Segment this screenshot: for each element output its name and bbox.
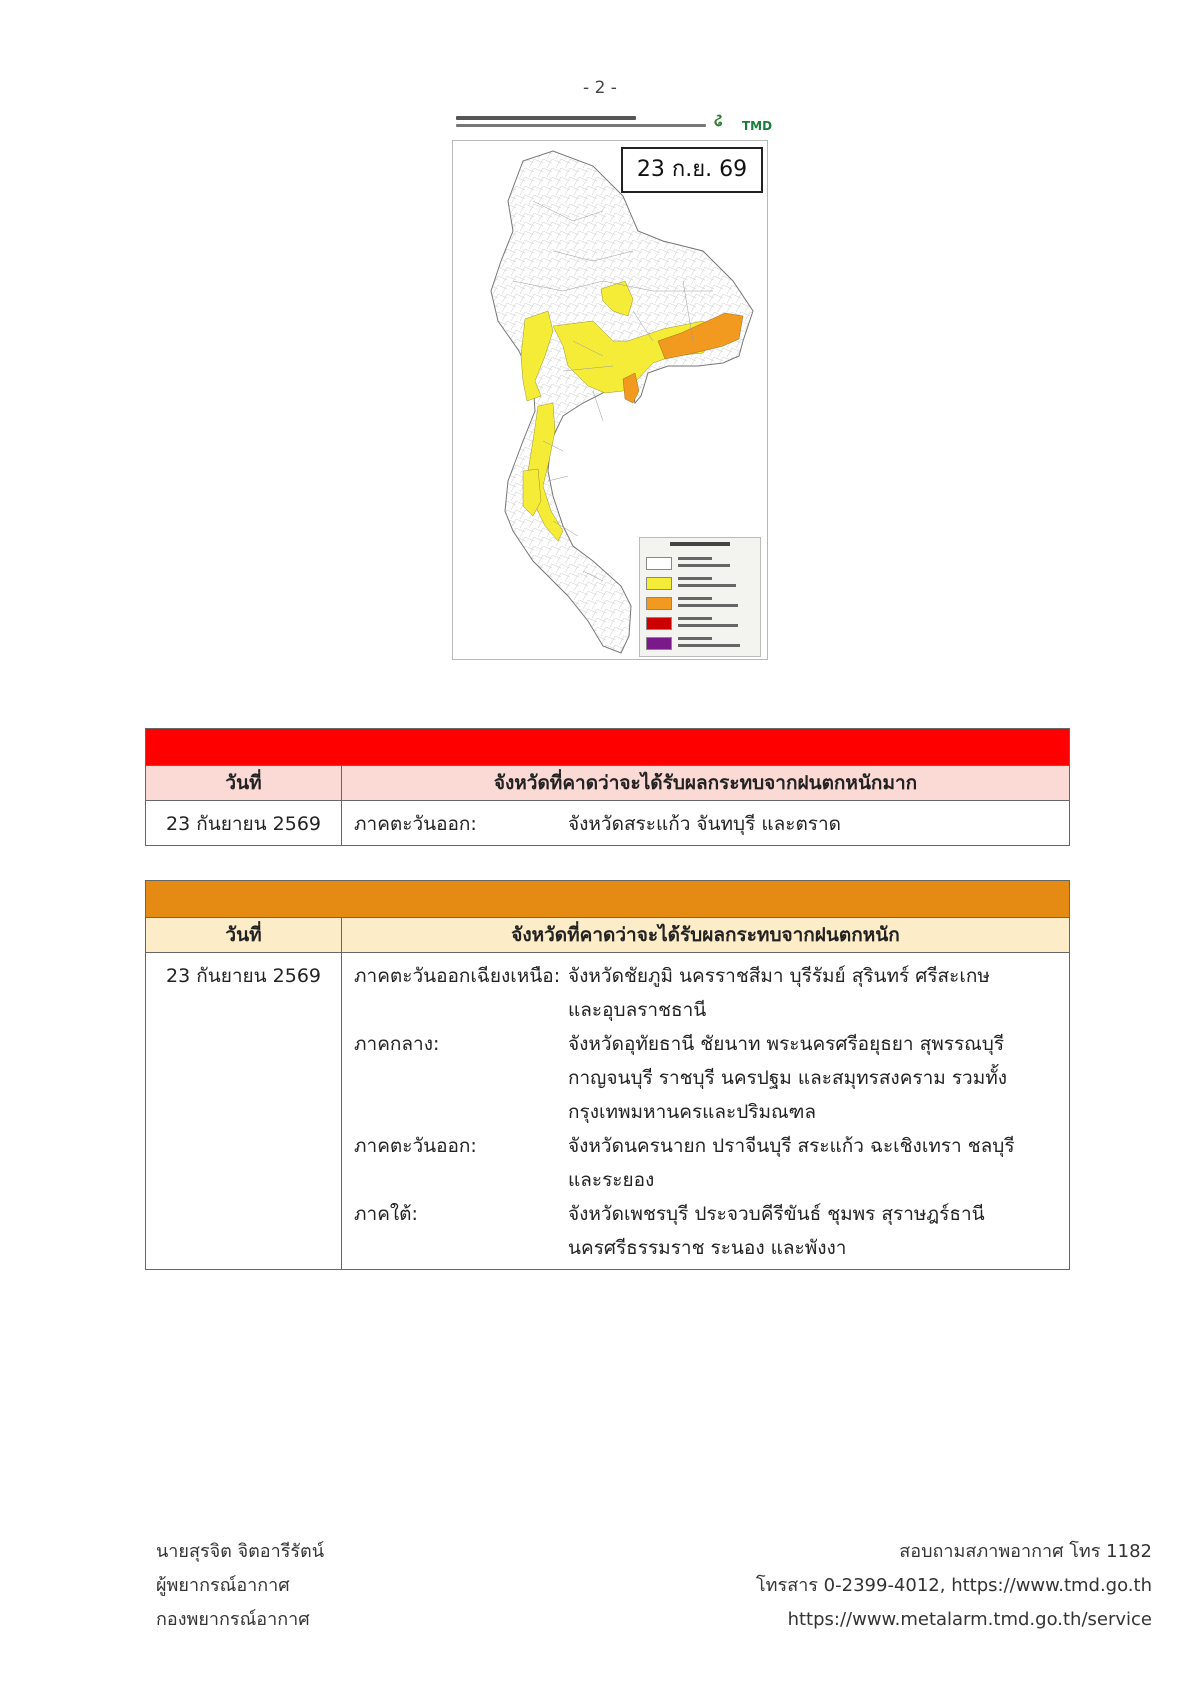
- map-date-label: 23 ก.ย. 69: [621, 147, 763, 193]
- region-entry: [342, 1027, 1069, 1129]
- forecaster-title: ผู้พยากรณ์อากาศ: [156, 1575, 290, 1596]
- region-provinces: จังหวัดนครนายก ปราจีนบุรี สระแก้ว ฉะเชิงเทรา ชลบุรี และระยอง: [568, 1135, 1015, 1191]
- legend-swatch: [646, 557, 672, 570]
- region-provinces: จังหวัดสระแก้ว จันทบุรี และตราด: [568, 813, 842, 835]
- provinces-column-header: จังหวัดที่คาดว่าจะได้รับผลกระทบจากฝนตกหนักมาก: [493, 772, 918, 794]
- legend-swatch: [646, 617, 672, 630]
- region-name: ภาคตะวันออกเฉียงเหนือ:: [354, 965, 561, 987]
- rainfall-forecast-map: [452, 108, 773, 660]
- region-name: ภาคตะวันออก:: [354, 1135, 477, 1157]
- dept-logo-icon: ઢ: [714, 111, 723, 131]
- region-provinces: จังหวัดชัยภูมิ นครราชสีมา บุรีรัมย์ สุรินทร์ ศรีสะเกษ และอุบลราชธานี: [568, 965, 990, 1021]
- contact-block: [756, 1535, 1152, 1637]
- table-row: [146, 953, 1069, 1269]
- heavy-rain-table: [145, 880, 1070, 1270]
- forecaster-signature-block: [156, 1535, 324, 1637]
- contact-service-link[interactable]: https://www.metalarm.tmd.go.th/service: [787, 1609, 1152, 1630]
- region-entry: [342, 1197, 1069, 1265]
- map-title-line: [456, 116, 636, 120]
- forecaster-division: กองพยากรณ์อากาศ: [156, 1609, 310, 1630]
- very-heavy-rain-table: [145, 728, 1070, 846]
- map-legend: [639, 537, 761, 657]
- region-provinces: จังหวัดอุทัยธานี ชัยนาท พระนครศรีอยุธยา สุพรรณบุรี กาญจนบุรี ราชบุรี นครปฐม และสมุทรสงคราม รวมทั้งกรุงเทพมหานครและปริมณฑล: [568, 1033, 1008, 1123]
- contact-phone: สอบถามสภาพอากาศ โทร 1182: [899, 1541, 1152, 1562]
- table-header-row: [146, 918, 1069, 953]
- forecast-date: 23 กันยายน 2569: [146, 953, 342, 1269]
- forecaster-name: นายสุรจิต จิตอารีรัตน์: [156, 1541, 325, 1562]
- date-column-header: วันที่: [146, 766, 342, 800]
- table-header-row: [146, 766, 1069, 801]
- region-provinces: จังหวัดเพชรบุรี ประจวบคีรีขันธ์ ชุมพร สุราษฎร์ธานี นครศรีธรรมราช ระนอง และพังงา: [568, 1203, 985, 1259]
- region-name: ภาคตะวันออก:: [354, 813, 477, 835]
- map-subtitle-line: [456, 124, 706, 127]
- region-entry: [342, 1129, 1069, 1197]
- legend-title: [640, 542, 760, 546]
- tmd-logo: TMD: [742, 119, 773, 133]
- contact-fax-website[interactable]: โทรสาร 0-2399-4012, https://www.tmd.go.th: [756, 1575, 1152, 1596]
- page-number: - 2 -: [583, 78, 617, 98]
- region-list: [342, 801, 1069, 845]
- legend-swatch: [646, 637, 672, 650]
- region-name: ภาคใต้:: [354, 1203, 418, 1225]
- legend-swatch: [646, 597, 672, 610]
- orange-warning-band: [146, 881, 1069, 918]
- region-entry: [342, 959, 1069, 1027]
- red-warning-band: [146, 729, 1069, 766]
- region-name: ภาคกลาง:: [354, 1033, 440, 1055]
- date-column-header: วันที่: [146, 918, 342, 952]
- table-row: [146, 801, 1069, 845]
- legend-swatch: [646, 577, 672, 590]
- region-list: [342, 953, 1069, 1269]
- forecast-date: 23 กันยายน 2569: [146, 801, 342, 845]
- map-frame: [452, 140, 768, 660]
- provinces-column-header: จังหวัดที่คาดว่าจะได้รับผลกระทบจากฝนตกหนัก: [511, 924, 900, 946]
- map-header: [452, 108, 773, 140]
- region-entry: [342, 807, 1069, 841]
